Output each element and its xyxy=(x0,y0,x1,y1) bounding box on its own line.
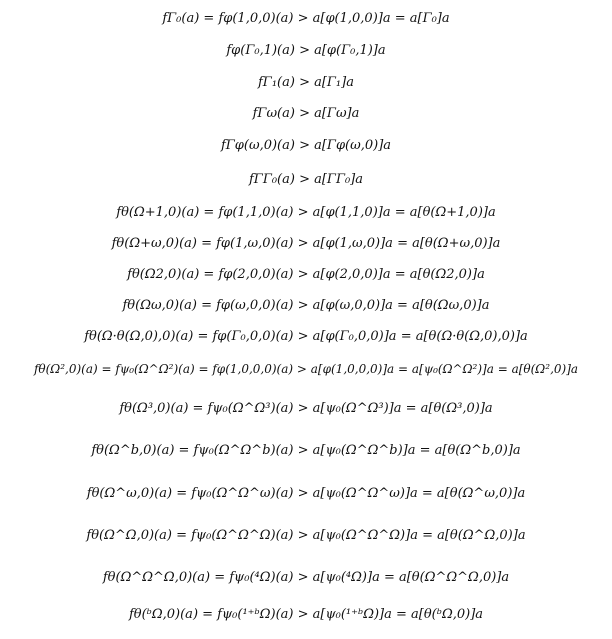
equation-row: fΓ₁(a) > a[Γ₁]a xyxy=(258,75,354,90)
equation-row: fΓφ(ω,0)(a) > a[Γφ(ω,0)]a xyxy=(220,138,392,153)
equation-row: fθ(Ω²,0)(a) = fψ₀(Ω^Ω²)(a) = fφ(1,0,0,0)(a) > a[φ(1,0,0,0)]a = a[ψ₀(Ω^Ω²)]a = a[θ(Ω²,0)]a xyxy=(33,362,579,376)
equation-row: fθ(Ω+ω,0)(a) = fφ(1,ω,0)(a) > a[φ(1,ω,0)]a = a[θ(Ω+ω,0)]a xyxy=(111,236,501,251)
equation-row: fθ(Ω^ω,0)(a) = fψ₀(Ω^Ω^ω)(a) > a[ψ₀(Ω^Ω^ω)]a = a[θ(Ω^ω,0)]a xyxy=(86,486,526,501)
equation-row: fθ(Ω^b,0)(a) = fψ₀(Ω^Ω^b)(a) > a[ψ₀(Ω^Ω^b)]a = a[θ(Ω^b,0)]a xyxy=(91,443,521,458)
equation-row: fΓΓ₀(a) > a[ΓΓ₀]a xyxy=(248,172,363,187)
equation-row: fθ(Ω³,0)(a) = fψ₀(Ω^Ω³)(a) > a[ψ₀(Ω^Ω³)]a = a[θ(Ω³,0)]a xyxy=(119,401,493,416)
equation-row: fθ(Ω2,0)(a) = fφ(2,0,0)(a) > a[φ(2,0,0)]a = a[θ(Ω2,0)]a xyxy=(127,267,485,282)
equation-row: fθ(ᵇΩ,0)(a) = fψ₀(¹⁺ᵇΩ)(a) > a[ψ₀(¹⁺ᵇΩ)]a = a[θ(ᵇΩ,0)]a xyxy=(128,607,484,622)
equation-row: fθ(Ωω,0)(a) = fφ(ω,0,0)(a) > a[φ(ω,0,0)]a = a[θ(Ωω,0)]a xyxy=(122,298,490,313)
equation-row: fΓ₀(a) = fφ(1,0,0)(a) > a[φ(1,0,0)]a = a[Γ₀]a xyxy=(162,11,450,26)
equation-row: fθ(Ω+1,0)(a) = fφ(1,1,0)(a) > a[φ(1,1,0)]a = a[θ(Ω+1,0)]a xyxy=(116,205,496,220)
equation-row: fθ(Ω^Ω^Ω,0)(a) = fψ₀(⁴Ω)(a) > a[ψ₀(⁴Ω)]a = a[θ(Ω^Ω^Ω,0)]a xyxy=(102,570,510,585)
equation-row: fθ(Ω^Ω,0)(a) = fψ₀(Ω^Ω^Ω)(a) > a[ψ₀(Ω^Ω^Ω)]a = a[θ(Ω^Ω,0)]a xyxy=(86,528,526,543)
equation-row: fθ(Ω·θ(Ω,0),0)(a) = fφ(Γ₀,0,0)(a) > a[φ(Γ₀,0,0)]a = a[θ(Ω·θ(Ω,0),0)]a xyxy=(84,329,528,344)
equation-row: fΓω(a) > a[Γω]a xyxy=(252,106,360,121)
equation-row: fφ(Γ₀,1)(a) > a[φ(Γ₀,1)]a xyxy=(226,43,386,58)
